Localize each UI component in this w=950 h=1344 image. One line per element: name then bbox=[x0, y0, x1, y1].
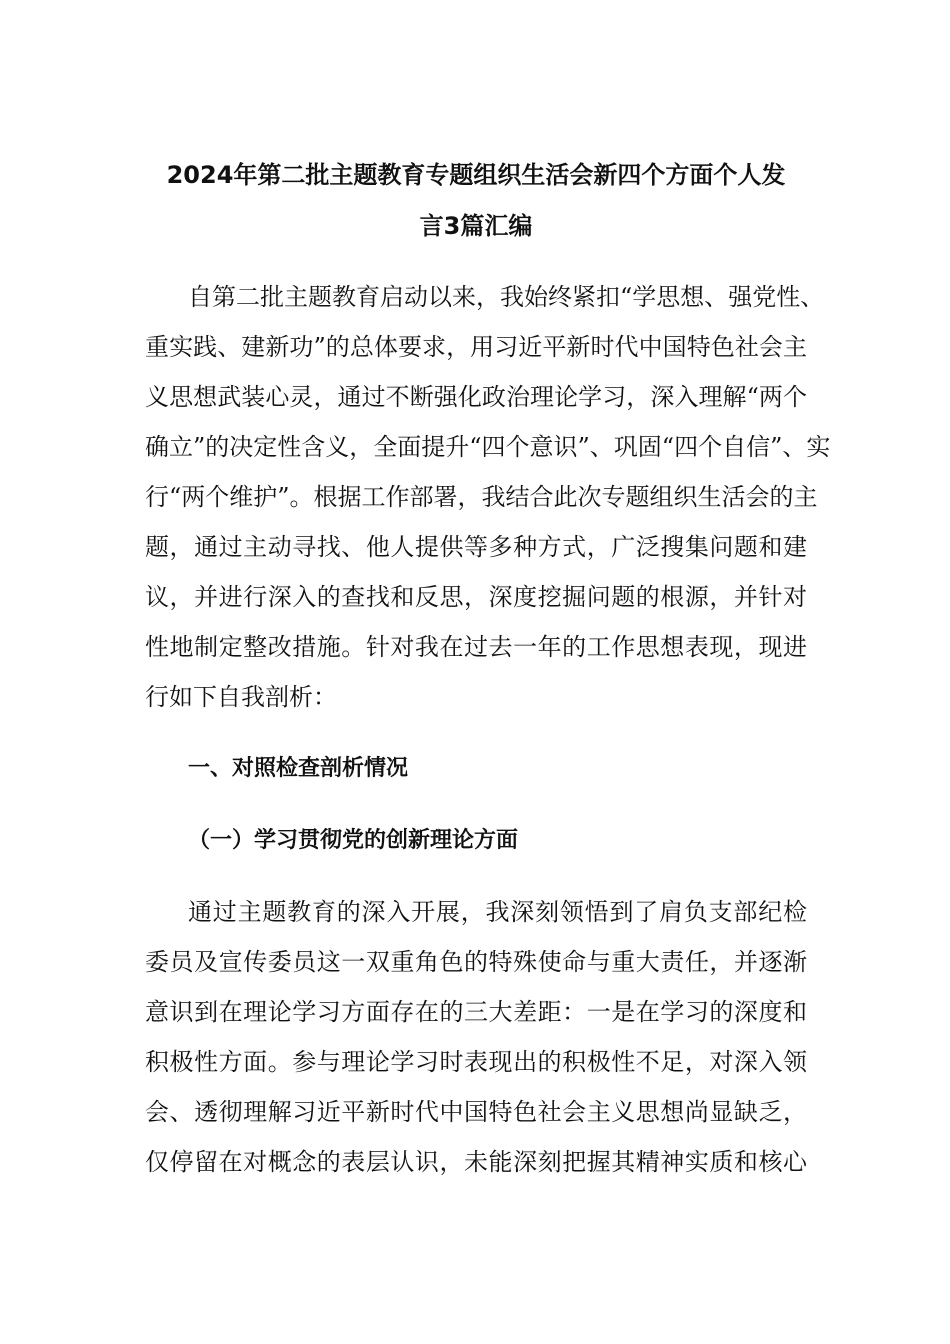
paragraph-line: 议，并进行深入的查找和反思，深度挖掘问题的根源，并针对 bbox=[145, 583, 807, 611]
document-title-line-2: 言3篇汇编 bbox=[419, 212, 533, 240]
paragraph-line: 行“两个维护”。根据工作部署，我结合此次专题组织生活会的主 bbox=[145, 483, 818, 511]
paragraph-line: 通过主题教育的深入开展，我深刻领悟到了肩负支部纪检 bbox=[188, 898, 807, 926]
subsection-heading: （一）学习贯彻党的创新理论方面 bbox=[188, 828, 519, 853]
paragraph-line: 行如下自我剖析： bbox=[145, 683, 337, 711]
paragraph-line: 积极性方面。参与理论学习时表现出的积极性不足，对深入领 bbox=[145, 1048, 807, 1076]
paragraph-line: 重实践、建新功”的总体要求，用习近平新时代中国特色社会主 bbox=[145, 333, 807, 361]
paragraph-line: 意识到在理论学习方面存在的三大差距：一是在学习的深度和 bbox=[145, 998, 807, 1026]
document-title-line-1: 2024年第二批主题教育专题组织生活会新四个方面个人发 bbox=[166, 161, 786, 189]
paragraph-line: 义思想武装心灵，通过不断强化政治理论学习，深入理解“两个 bbox=[145, 383, 807, 411]
paragraph-line: 题，通过主动寻找、他人提供等多种方式，广泛搜集问题和建 bbox=[145, 533, 807, 561]
paragraph-line: 委员及宣传委员这一双重角色的特殊使命与重大责任，并逐渐 bbox=[145, 948, 807, 976]
paragraph-line: 自第二批主题教育启动以来，我始终紧扣“学思想、强党性、 bbox=[188, 283, 825, 311]
paragraph-line: 性地制定整改措施。针对我在过去一年的工作思想表现，现进 bbox=[145, 633, 807, 661]
paragraph-line: 仅停留在对概念的表层认识，未能深刻把握其精神实质和核心 bbox=[145, 1148, 807, 1176]
section-heading: 一、对照检查剖析情况 bbox=[188, 756, 409, 781]
paragraph-line: 确立”的决定性含义，全面提升“四个意识”、巩固“四个自信”、实 bbox=[145, 433, 831, 461]
paragraph-line: 会、透彻理解习近平新时代中国特色社会主义思想尚显缺乏， bbox=[145, 1098, 807, 1126]
